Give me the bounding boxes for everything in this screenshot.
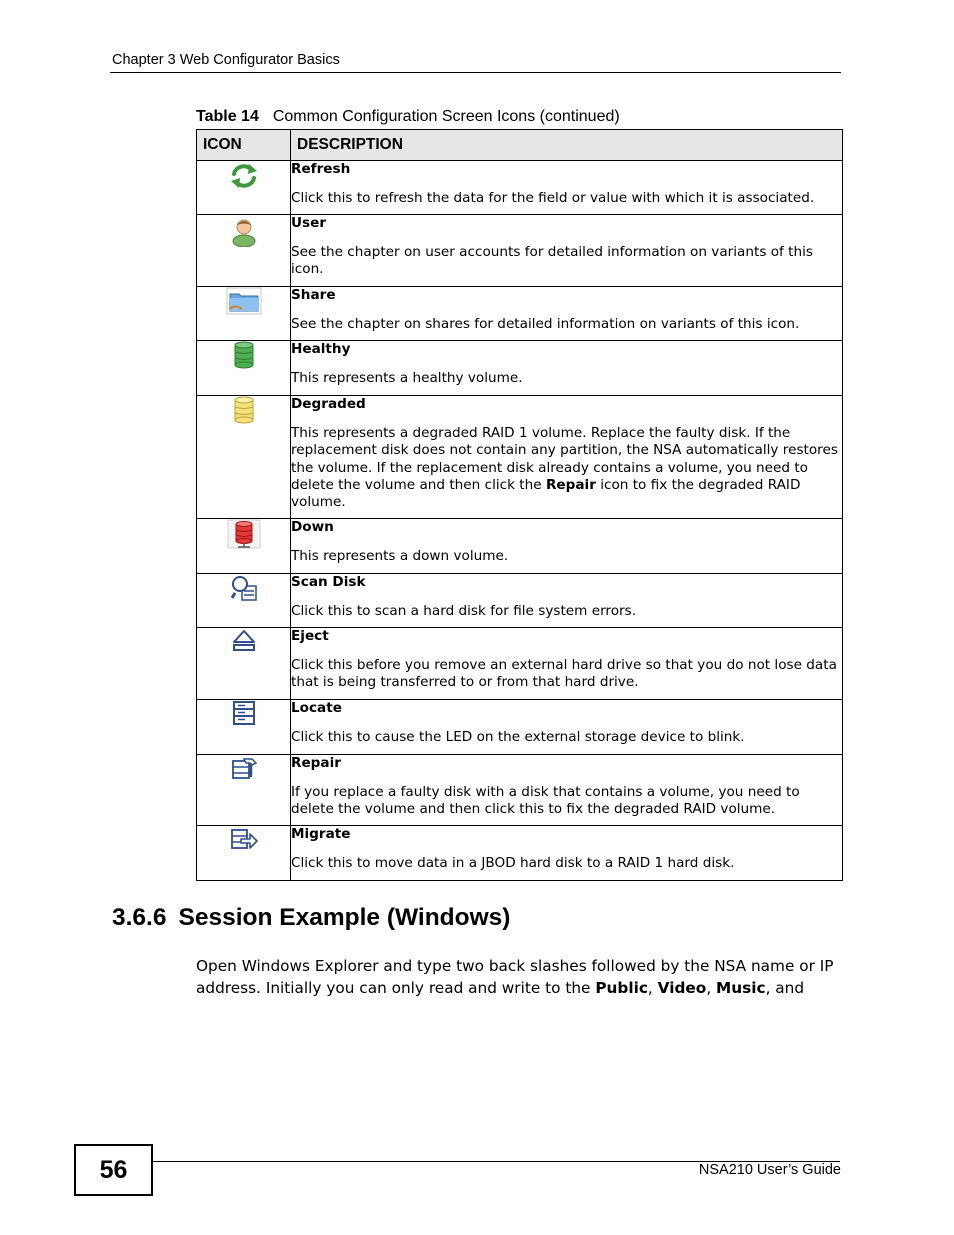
table-row [197,574,843,628]
refresh-icon [229,161,259,191]
share-name-public: Public [595,979,648,997]
table-caption [196,108,620,126]
repair-icon [230,755,258,781]
table-row [197,826,843,881]
table-row [197,215,843,287]
section-heading [112,904,510,932]
scan-disk-icon [230,574,258,602]
eject-icon [231,628,257,654]
icon-description: See the chapter on user accounts for detailed information on variants of this icon. [291,244,813,278]
table-row [197,519,843,574]
icon-description: Click this to scan a hard disk for file system errors. [291,603,637,620]
icon-description: Click this to cause the LED on the external storage device to blink. [291,729,745,746]
down-volume-icon [227,519,261,549]
icon-term: Scan Disk [291,574,366,590]
icon-description: Click this to move data in a JBOD hard disk to a RAID 1 hard disk. [291,855,735,872]
icon-term: Locate [291,700,342,716]
table-label: Table 14 [196,108,259,125]
table-row [197,161,843,215]
icon-description: Click this before you remove an external hard drive so that you do not lose data that is being transferred to or from that hard drive. [291,657,837,691]
page-number: 56 [74,1144,153,1196]
locate-icon [231,700,257,726]
icon-term: Degraded [291,396,366,412]
icon-term: Repair [291,755,341,771]
icon-description: This represents a degraded RAID 1 volume. Replace the faulty disk. If the replacement disk does not contain any partition, the NSA automatically restores the volume. If the replacement disk already contains a volume, you need to delete the volume and then click the Repair icon to fix the degraded RAID volume. [291,425,838,511]
table-row [197,396,843,519]
column-header-description: DESCRIPTION [291,130,843,161]
repair-bold-term: Repair [545,476,596,493]
icon-description: If you replace a faulty disk with a disk that contains a volume, you need to delete the volume and then click this to fix the degraded RAID volume. [291,784,800,818]
share-folder-icon [226,287,262,315]
icon-term: Refresh [291,161,351,177]
table-row [197,287,843,341]
icons-table [196,129,843,881]
icon-term: Down [291,519,334,535]
icon-term: Share [291,287,336,303]
section-title: Session Example (Windows) [178,904,511,931]
body-paragraph: Open Windows Explorer and type two back slashes followed by the NSA name or IP address. Initially you can only read and write to the Public, Video, Music, and [196,957,834,997]
icon-term: Eject [291,628,329,644]
guide-title: NSA210 User’s Guide [698,1162,841,1178]
migrate-icon [230,826,258,852]
running-header: Chapter 3 Web Configurator Basics [112,52,340,68]
icon-description: This represents a down volume. [291,548,509,565]
section-number: 3.6.6 [112,904,167,931]
table-header-row [197,130,843,161]
share-name-video: Video [657,979,707,997]
icon-term: Migrate [291,826,351,842]
icon-description: See the chapter on shares for detailed information on variants of this icon. [291,316,800,333]
degraded-volume-icon [232,396,256,424]
table-row [197,755,843,826]
header-rule [110,72,841,73]
share-name-music: Music [716,979,766,997]
icon-description: Click this to refresh the data for the field or value with which it is associated. [291,190,815,207]
icon-description: This represents a healthy volume. [291,370,523,387]
icon-term: Healthy [291,341,351,357]
table-row [197,341,843,396]
table-row [197,700,843,755]
user-icon [229,215,259,247]
column-header-icon: ICON [197,130,291,161]
healthy-volume-icon [232,341,256,369]
icon-term: User [291,215,327,231]
table-row [197,628,843,700]
table-title: Common Configuration Screen Icons (continued) [272,108,620,125]
